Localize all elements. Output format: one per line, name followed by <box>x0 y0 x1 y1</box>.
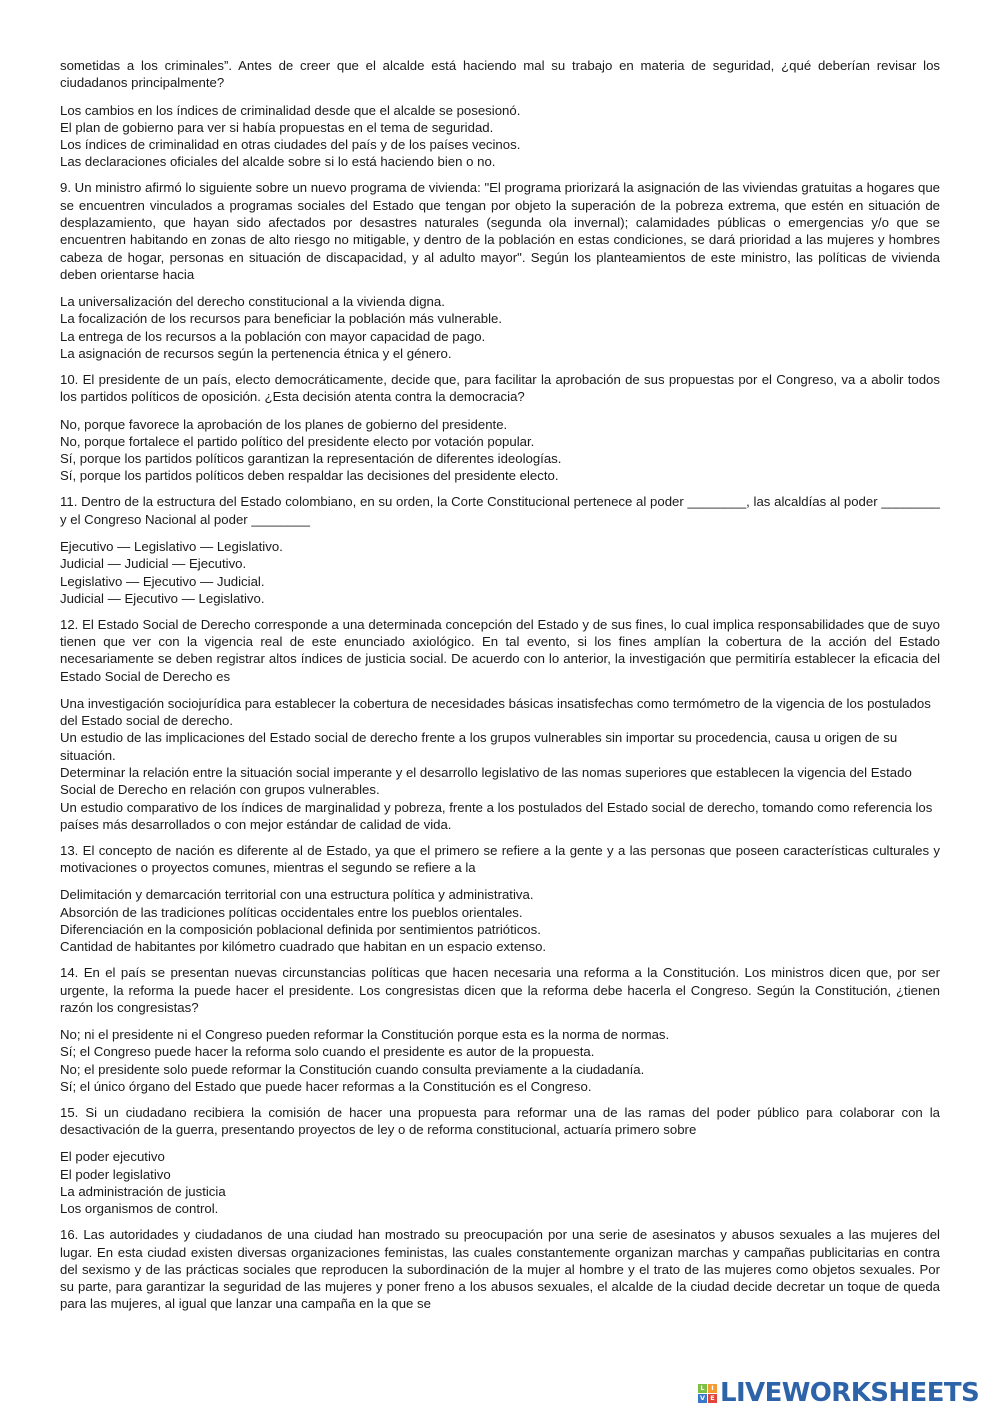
answer-option[interactable]: La administración de justicia <box>60 1184 226 1200</box>
answer-option[interactable]: El plan de gobierno para ver si había propuestas en el tema de seguridad. <box>60 119 494 135</box>
answer-options <box>60 293 940 362</box>
answer-options <box>60 416 940 485</box>
answer-option[interactable]: Los cambios en los índices de criminalidad desde que el alcalde se posesionó. <box>60 102 521 118</box>
answer-options <box>60 538 940 607</box>
logo-square-l: L <box>698 1384 707 1393</box>
answer-options <box>60 695 940 833</box>
answer-option[interactable]: Determinar la relación entre la situación social imperante y el desarrollo legislativo de las nomas superiores que establecen la vigencia del Estado Social de Derecho en relación con grupos vulnerables. <box>60 765 912 798</box>
answer-option[interactable]: Absorción de las tradiciones políticas occidentales entre los pueblos orientales. <box>60 904 523 920</box>
question-10-text: 10. El presidente de un país, electo democráticamente, decide que, para facilitar la aprobación de sus propuestas por el Congreso, va a abolir todos los partidos políticos de oposición. ¿Esta decisión atenta contra la democracia? <box>60 371 940 405</box>
answer-option[interactable]: Un estudio comparativo de los índices de marginalidad y pobreza, frente a los postulados del Estado social de derecho, tomando como referencia los países más desarrollados o con mejor estándar de calidad de vida. <box>60 799 933 832</box>
answer-option[interactable]: Sí; el Congreso puede hacer la reforma solo cuando el presidente es autor de la propuesta. <box>60 1044 595 1060</box>
answer-option[interactable]: Sí, porque los partidos políticos garantizan la representación de diferentes ideologías. <box>60 451 562 467</box>
answer-option[interactable]: Delimitación y demarcación territorial con una estructura política y administrativa. <box>60 887 534 903</box>
question-intro-text: sometidas a los criminales”. Antes de creer que el alcalde está haciendo mal su trabajo en materia de seguridad, ¿qué deberían revisar los ciudadanos principalmente? <box>60 58 940 91</box>
question-16-text: 16. Las autoridades y ciudadanos de una ciudad han mostrado su preocupación por una serie de asesinatos y abusos sexuales a las mujeres del lugar. En esta ciudad existen diversas organizaciones feministas, las cuales constantemente organizan marchas y campañas publicitarias en contra del sexismo y de las prácticas sociales que reproducen la subordinación de la mujer al hombre y el trato de las mujeres como objetos sexuales. Por su parte, para garantizar la seguridad de las mujeres y poner freno a los abusos sexuales, el alcalde de la ciudad decide decretar un toque de queda para las mujeres, al igual que lanzar una campaña en la que se <box>60 1227 940 1312</box>
answer-option[interactable]: Ejecutivo — Legislativo — Legislativo. <box>60 538 283 554</box>
answer-option[interactable]: El poder ejecutivo <box>60 1149 165 1165</box>
answer-option[interactable]: Una investigación sociojurídica para establecer la cobertura de necesidades básicas insatisfechas como termómetro de la vigencia de los postulados del Estado social de derecho. <box>60 695 931 729</box>
answer-option[interactable]: Sí, porque los partidos políticos deben respaldar las decisiones del presidente electo. <box>60 468 559 484</box>
answer-option[interactable]: Judicial — Ejecutivo — Legislativo. <box>60 590 265 606</box>
answer-options <box>60 886 940 955</box>
question-15-text: 15. Si un ciudadano recibiera la comisión de hacer una propuesta para reformar una de las ramas del poder público para colaborar con la desactivación de la guerra, presentando proyectos de ley o de reforma constitucional, actuaría primero sobre <box>60 1104 940 1138</box>
question-11-text: 11. Dentro de la estructura del Estado colombiano, en su orden, la Corte Constitucional pertenece al poder ________, las alcaldías al poder ________ y el Congreso Nacional al poder ________ <box>60 494 940 527</box>
answer-option[interactable]: La focalización de los recursos para beneficiar la población más vulnerable. <box>60 311 503 327</box>
logo-squares-icon <box>698 1384 717 1403</box>
liveworksheets-logo <box>698 1380 979 1406</box>
logo-square-e: E <box>708 1394 717 1403</box>
question-9-text: 9. Un ministro afirmó lo siguiente sobre un nuevo programa de vivienda: "El programa priorizará la asignación de las viviendas gratuitas a hogares que se encuentren vinculados a programas sociales del Estado que tengan por objeto la superación de la pobreza extrema, que estén en situación de desplazamiento, que hayan sido afectados por desastres naturales (segunda ola invernal); calamidades públicas o emergencias y/o que se encuentren habitando en zonas de alto riesgo no mitigable, y dentro de la población en estas condiciones, se dará prioridad a las mujeres y hombres cabeza de hogar, personas en situación de discapacidad, y al adulto mayor". Según los planteamientos de este ministro, las políticas de vivienda deben orientarse hacia <box>60 180 940 282</box>
answer-option[interactable]: No, porque favorece la aprobación de los planes de gobierno del presidente. <box>60 416 508 432</box>
answer-option[interactable]: Judicial — Judicial — Ejecutivo. <box>60 556 247 572</box>
question-12-text: 12. El Estado Social de Derecho corresponde a una determinada concepción del Estado y de sus fines, lo cual implica responsabilidades que de suyo tienen que ver con la vigencia real de este enunciado axiológico. En tal evento, si los fines amplían la cobertura de la acción del Estado necesariamente se deben registrar altos índices de justicia social. De acuerdo con lo anterior, la investigación que permitiría establecer la eficacia del Estado Social de Derecho es <box>60 616 940 684</box>
answer-option[interactable]: Los índices de criminalidad en otras ciudades del país y de los países vecinos. <box>60 137 521 153</box>
answer-option[interactable]: La universalización del derecho constitucional a la vivienda digna. <box>60 294 445 310</box>
logo-square-v: V <box>699 1393 706 1402</box>
logo-text: LIVEWORKSHEETS <box>720 1378 980 1408</box>
answer-option[interactable]: Legislativo — Ejecutivo — Judicial. <box>60 573 265 589</box>
answer-options <box>60 102 940 171</box>
worksheet-page <box>60 57 940 1323</box>
answer-option[interactable]: No, porque fortalece el partido político del presidente electo por votación popular. <box>60 433 535 449</box>
answer-option[interactable]: El poder legislativo <box>60 1166 171 1182</box>
answer-option[interactable]: Diferenciación en la composición poblacional definida por sentimientos patrióticos. <box>60 922 541 938</box>
answer-option[interactable]: Los organismos de control. <box>60 1201 219 1217</box>
answer-option[interactable]: La entrega de los recursos a la población con mayor capacidad de pago. <box>60 328 486 344</box>
answer-options <box>60 1148 940 1217</box>
answer-option[interactable]: Sí; el único órgano del Estado que puede hacer reformas a la Constitución es el Congreso. <box>60 1079 592 1094</box>
question-13-text: 13. El concepto de nación es diferente al de Estado, ya que el primero se refiere a la gente y a las personas que poseen características culturales y motivaciones o proyectos comunes, mientras el segundo se refiere a la <box>60 842 940 876</box>
answer-option[interactable]: No; el presidente solo puede reformar la Constitución cuando consulta previamente a la ciudadanía. <box>60 1061 645 1077</box>
answer-option[interactable]: Un estudio de las implicaciones del Estado social de derecho frente a los grupos vulnerables sin importar su procedencia, causa u origen de su situación. <box>60 730 898 763</box>
question-14-text: 14. En el país se presentan nuevas circunstancias políticas que hacen necesaria una reforma a la Constitución. Los ministros dicen que, por ser urgente, la reforma la puede hacer el presidente. Los congresistas dicen que la reforma debe hacerla el Congreso. Según la Constitución, ¿tienen razón los congresistas? <box>60 965 940 1015</box>
answer-option[interactable]: Cantidad de habitantes por kilómetro cuadrado que habitan en un espacio extenso. <box>60 939 547 955</box>
answer-options <box>60 1026 940 1095</box>
logo-square-i: I <box>708 1384 717 1393</box>
answer-option[interactable]: La asignación de recursos según la pertenencia étnica y el género. <box>60 346 452 362</box>
answer-option[interactable]: Las declaraciones oficiales del alcalde sobre si lo está haciendo bien o no. <box>60 154 496 170</box>
answer-option[interactable]: No; ni el presidente ni el Congreso pueden reformar la Constitución porque esta es la norma de normas. <box>60 1027 670 1043</box>
